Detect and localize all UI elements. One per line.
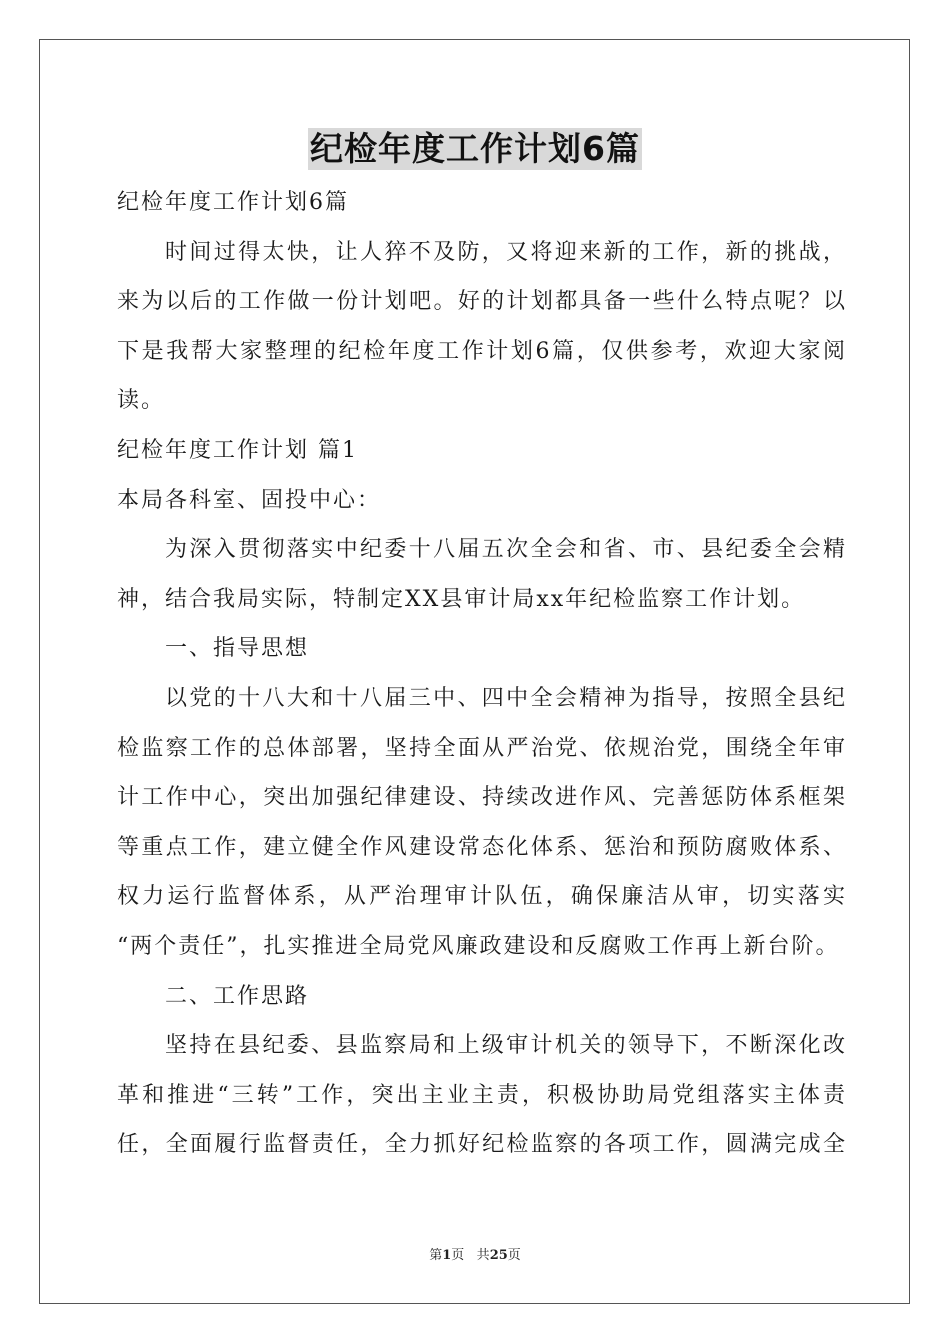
page-current: 1 [442,1248,452,1263]
title-container [0,128,950,170]
document-title: 纪检年度工作计划6篇 [310,129,640,168]
page-total: 25 [489,1248,508,1263]
text-line: 纪检年度工作计划 篇1 [117,437,358,463]
document-body [117,178,847,1170]
text-line: 任，全面履行监督责任，全力抓好纪检监察的各项工作，圆满完成全 [117,1132,847,1158]
text-line: 革和推进“三转”工作，突出主业主责，积极协助局党组落实主体责 [117,1082,847,1108]
text-line: “两个责任”，扎实推进全局党风廉政建设和反腐败工作再上新台阶。 [117,933,840,959]
text-line: 来为以后的工作做一份计划吧。好的计划都具备一些什么特点呢？以 [117,289,847,315]
text-line: 时间过得太快，让人猝不及防，又将迎来新的工作，新的挑战， [165,239,847,265]
text-line: 读。 [117,388,166,414]
text-line: 计工作中心，突出加强纪律建设、持续改进作风、完善惩防体系框架 [117,785,847,811]
text-line: 下是我帮大家整理的纪检年度工作计划6篇，仅供参考，欢迎大家阅 [117,338,847,364]
text-line: 以党的十八大和十八届三中、四中全会精神为指导，按照全县纪 [165,685,847,711]
text-line: 神，结合我局实际，特制定XX县审计局xx年纪检监察工作计划。 [117,586,806,612]
text-line: 权力运行监督体系，从严治理审计队伍，确保廉洁从审，切实落实 [117,884,847,910]
text-line: 本局各科室、固投中心： [117,487,382,513]
page-unit: 页 [451,1248,465,1263]
text-line: 为深入贯彻落实中纪委十八届五次全会和省、市、县纪委全会精 [165,537,847,563]
text-line: 等重点工作，建立健全作风建设常态化体系、惩治和预防腐败体系、 [117,834,847,860]
text-line: 检监察工作的总体部署，坚持全面从严治党、依规治党，围绕全年审 [117,735,847,761]
text-line: 一、指导思想 [165,636,310,662]
page-prefix: 第 [429,1248,443,1263]
text-line: 坚持在县纪委、县监察局和上级审计机关的领导下，不断深化改 [165,1033,847,1059]
text-line: 二、工作思路 [165,983,310,1009]
total-prefix: 共 [476,1248,490,1263]
text-line: 纪检年度工作计划6篇 [117,190,349,215]
total-unit: 页 [507,1248,521,1263]
page-footer [0,1247,950,1265]
